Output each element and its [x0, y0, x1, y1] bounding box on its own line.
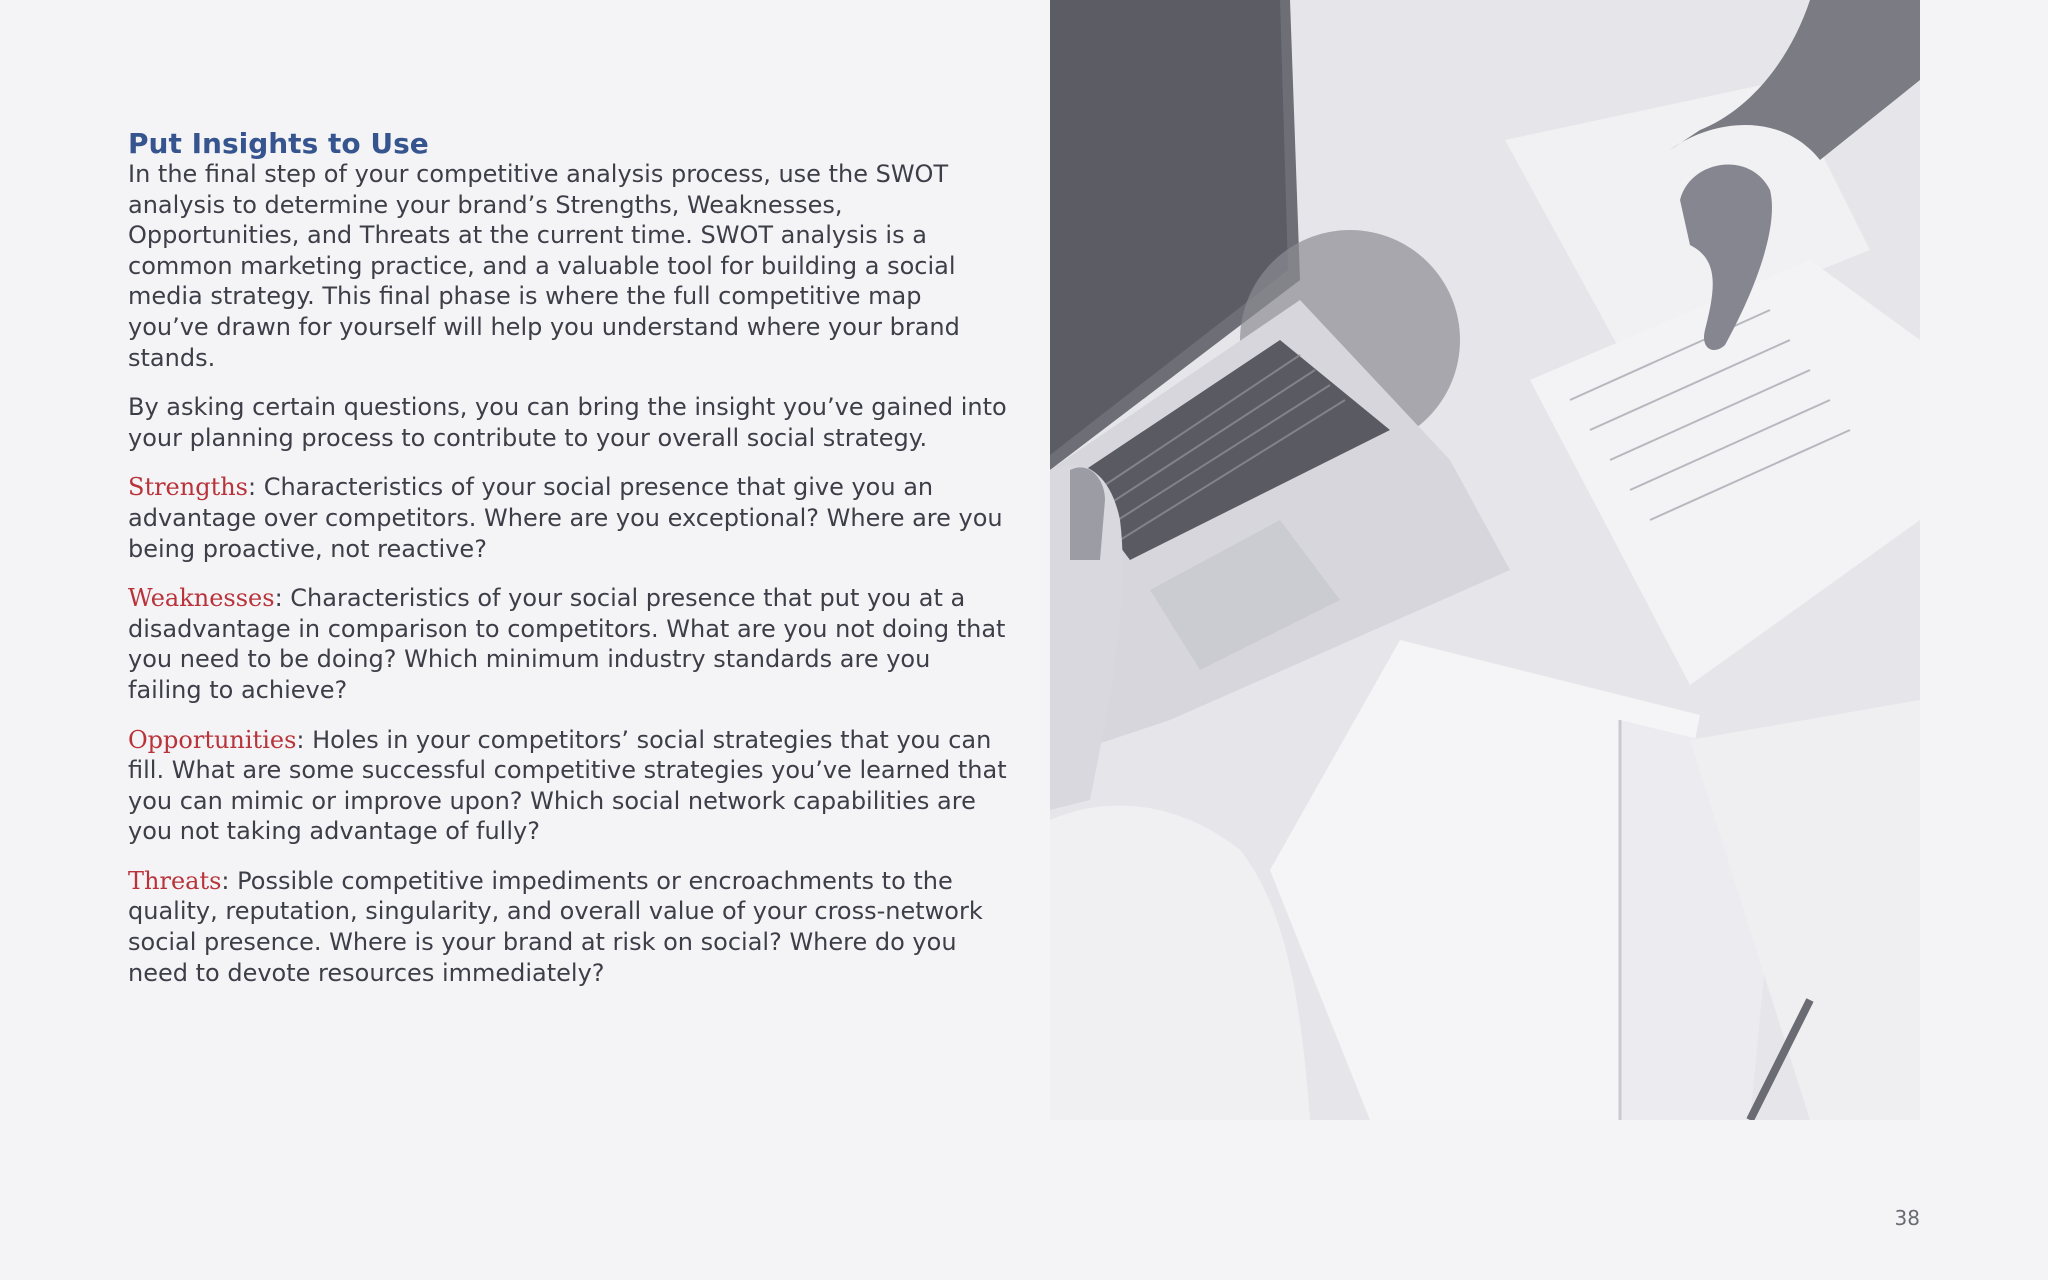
swot-term-opportunities: Opportunities: [128, 725, 297, 754]
intro-paragraph-2: By asking certain questions, you can bring the insight you’ve gained into your planning process to contribute to your overall social strategy.: [128, 393, 1007, 452]
swot-text-strengths: : Characteristics of your social presence that give you an advantage over competitors. Where are you exceptional? Where are you being proactive, not reactive?: [128, 473, 1003, 563]
swot-threats: [128, 866, 1008, 988]
swot-strengths: [128, 472, 1008, 564]
swot-text-threats: : Possible competitive impediments or encroachments to the quality, reputation, singularity, and overall value of your cross-network social presence. Where is your brand at risk on social? Where do you need to devote resources immediately?: [128, 866, 983, 987]
swot-text-weaknesses: : Characteristics of your social presence that put you at a disadvantage in comparison to competitors. What are you not doing that you need to be doing? Which minimum industry standards are you failing to achieve?: [128, 584, 1006, 704]
swot-term-strengths: Strengths: [128, 473, 248, 502]
content-column: [128, 126, 1008, 988]
page-number: 38: [1894, 1206, 1920, 1230]
swot-term-threats: Threats: [128, 866, 222, 895]
swot-opportunities: [128, 725, 1008, 847]
swot-weaknesses: [128, 583, 1008, 705]
section-heading: Put Insights to Use: [128, 127, 429, 160]
office-photo: [1050, 0, 1920, 1120]
intro-paragraph-1: In the final step of your competitive analysis process, use the SWOT analysis to determine your brand’s Strengths, Weaknesses, Opportunities, and Threats at the current time. SWOT analysis is a common marketing practice, and a valuable tool for building a social media strategy. This final phase is where the full competitive map you’ve drawn for yourself will help you understand where your brand stands.: [128, 160, 960, 372]
office-photo-illustration: [1050, 0, 1920, 1120]
swot-term-weaknesses: Weaknesses: [128, 584, 275, 613]
swot-text-opportunities: : Holes in your competitors’ social strategies that you can fill. What are some successful competitive strategies you’ve learned that you can mimic or improve upon? Which social network capabilities are you not taking advantage of fully?: [128, 725, 1007, 846]
